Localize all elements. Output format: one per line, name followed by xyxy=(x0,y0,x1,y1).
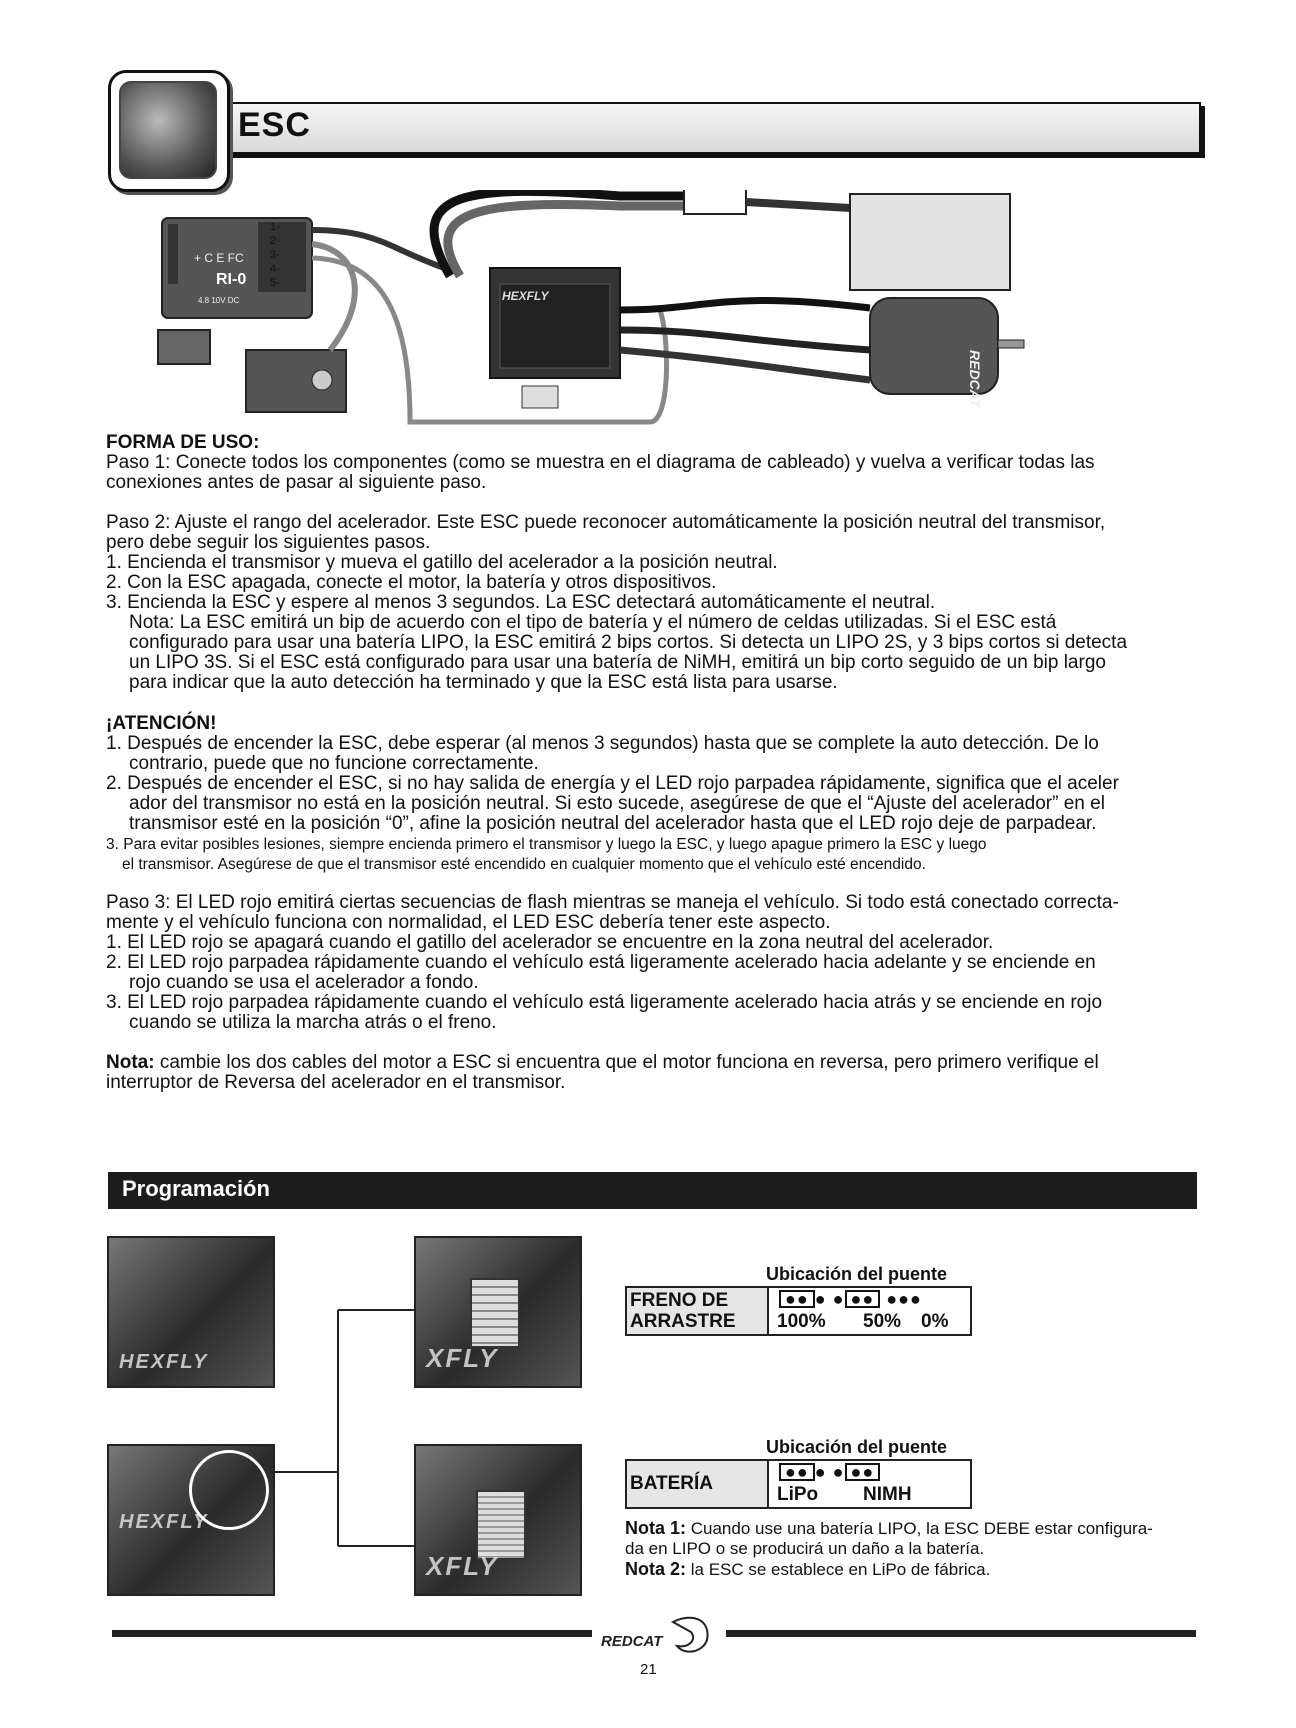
note1-label: Nota 1: xyxy=(625,1518,687,1538)
note-paragraph xyxy=(106,1053,1099,1073)
attention-line: 2. Después de encender el ESC, si no hay salida de energía y el LED rojo parpadea rápidamente, significa que el aceler xyxy=(106,773,1119,794)
jumper-photo-label: XFLY xyxy=(426,1343,499,1373)
drag-brake-table xyxy=(625,1286,972,1336)
esc-brand: HEXFLY xyxy=(502,289,549,303)
usage-line: para indicar que la auto detección ha terminado y que la ESC está lista para usarse. xyxy=(129,672,838,693)
note-line: interruptor de Reversa del acelerador en el transmisor. xyxy=(106,1072,566,1093)
note1-text-2: da en LIPO o se producirá un daño a la batería. xyxy=(625,1539,985,1558)
battery-label: BATERÍA xyxy=(630,1473,714,1494)
receiver-marks: + C E FC xyxy=(194,251,244,265)
attention-heading: ¡ATENCIÓN! xyxy=(106,713,217,734)
receiver-voltage: 4.8 10V DC xyxy=(198,296,240,305)
usage-heading: FORMA DE USO: xyxy=(106,432,260,453)
esc-thumbnail-icon xyxy=(108,70,230,192)
usage-line: conexiones antes de pasar al siguiente paso. xyxy=(106,472,487,493)
esc-photo-top xyxy=(107,1236,275,1388)
motor xyxy=(870,298,1024,409)
usage-line: Nota: La ESC emitirá un bip de acuerdo con el tipo de batería y el número de celdas utilizadas. Si el ESC está xyxy=(129,612,1057,633)
esc-unit xyxy=(490,268,620,408)
motor-brand: REDCAT xyxy=(967,350,983,408)
page-number: 21 xyxy=(640,1661,657,1678)
usage-line: Paso 1: Conecte todos los componentes (como se muestra en el diagrama de cableado) y vuelva a verificar todas las xyxy=(106,452,1095,473)
note-label: Nota: xyxy=(106,1052,155,1073)
footer-rule-right xyxy=(726,1630,1196,1637)
usage-line: Paso 2: Ajuste el rango del acelerador. Este ESC puede reconocer automáticamente la posición neutral del transmisor, xyxy=(106,512,1106,533)
attention-line: el transmisor. Asegúrese de que el transmisor esté encendido en cualquier momento que el vehículo esté encendido. xyxy=(122,856,926,873)
attention-line: 1. Después de encender la ESC, debe esperar (al menos 3 segundos) hasta que se complete la auto detección. De lo xyxy=(106,733,1099,754)
jumper-pins-battery: ●● ● ● ●● xyxy=(779,1462,880,1483)
battery-value-nimh: NIMH xyxy=(863,1484,912,1505)
step3-line: mente y el vehículo funciona con normalidad, el LED ESC debería tener este aspecto. xyxy=(106,912,831,933)
attention-line: contrario, puede que no funcione correctamente. xyxy=(129,753,539,774)
receiver-label: RI-0 xyxy=(216,271,247,288)
channel-2: 2- xyxy=(270,235,280,247)
usage-line: un LIPO 3S. Si el ESC está configurado para usar una batería de NiMH, emitirá un bip corto seguido de un bip largo xyxy=(129,652,1106,673)
channel-5: 5- xyxy=(270,277,280,289)
step3-line: 3. El LED rojo parpadea rápidamente cuando el vehículo está ligeramente acelerado hacia atrás y se enciende en rojo xyxy=(106,992,1103,1013)
jumper-caption: Ubicación del puente xyxy=(766,1264,948,1284)
step3-line: 1. El LED rojo se apagará cuando el gatillo del acelerador se encuentre en la zona neutral del acelerador. xyxy=(106,932,994,953)
wiring-diagram xyxy=(150,190,1070,430)
note2-text: la ESC se establece en LiPo de fábrica. xyxy=(686,1560,991,1579)
section-header-bar xyxy=(222,102,1201,154)
footer-rule-left xyxy=(112,1630,592,1637)
channel-1: 1- xyxy=(270,221,280,233)
brake-value-0: 0% xyxy=(921,1311,949,1332)
step3-line: cuando se utiliza la marcha atrás o el freno. xyxy=(129,1012,497,1033)
drag-brake-label: FRENO DE xyxy=(630,1290,729,1311)
note-text: cambie los dos cables del motor a ESC si encuentra que el motor funciona en reversa, pero primero verifique el xyxy=(154,1052,1099,1073)
esc-photo-label: HEXFLY xyxy=(119,1511,209,1533)
logo-text: REDCAT xyxy=(601,1633,663,1650)
jumper-photo-label: XFLY xyxy=(426,1551,499,1581)
battery-value-lipo: LiPo xyxy=(777,1484,819,1505)
esc-photo-bottom xyxy=(107,1444,275,1596)
attention-line: ador del transmisor no está en la posición neutral. Si esto sucede, asegúrese de que el “Ajuste del acelerador” en el xyxy=(129,793,1105,814)
drag-brake-label: ARRASTRE xyxy=(630,1311,736,1332)
step3-line: rojo cuando se usa el acelerador a fondo. xyxy=(129,972,479,993)
usage-line: 2. Con la ESC apagada, conecte el motor, la batería y otros dispositivos. xyxy=(106,572,717,593)
note2-label: Nota 2: xyxy=(625,1559,687,1579)
channel-4: 4- xyxy=(270,263,280,275)
jumper-photo-brake xyxy=(414,1236,582,1388)
programming-title: Programación xyxy=(122,1176,270,1201)
jumper-caption: Ubicación del puente xyxy=(766,1437,948,1457)
note1 xyxy=(625,1518,1153,1580)
attention-line: transmisor esté en la posición “0”, afine la posición neutral del acelerador hasta que el LED rojo deje de parpadear. xyxy=(129,813,1097,834)
usage-line: 3. Encienda la ESC y espere al menos 3 segundos. La ESC detectará automáticamente el neutral. xyxy=(106,592,936,613)
step3-line: 2. El LED rojo parpadea rápidamente cuando el vehículo está ligeramente acelerado hacia adelante y se enciende en xyxy=(106,952,1096,973)
usage-line: configurado para usar una batería LIPO, la ESC emitirá 2 bips cortos. Si detecta un LIPO 2S, y 3 bips cortos si detecta xyxy=(129,632,1128,653)
esc-photo-label: HEXFLY xyxy=(119,1351,209,1373)
programming-header-bar xyxy=(108,1172,1197,1209)
receiver xyxy=(162,218,312,318)
section-title: ESC xyxy=(238,106,311,144)
attention-line: 3. Para evitar posibles lesiones, siempre encienda primero el transmisor y luego la ESC, y luego apague primero la ESC y luego xyxy=(106,836,987,853)
step3-line: Paso 3: El LED rojo emitirá ciertas secuencias de flash mientras se maneja el vehículo. Si todo está conectado correcta- xyxy=(106,892,1119,913)
jumper-pins-brake: ●● ● ● ●● ●●● xyxy=(779,1289,922,1310)
connector-lines xyxy=(270,1300,420,1560)
usage-line: 1. Encienda el transmisor y mueva el gatillo del acelerador a la posición neutral. xyxy=(106,552,778,573)
small-servo xyxy=(158,330,210,364)
usage-line: pero debe seguir los siguientes pasos. xyxy=(106,532,431,553)
note1-text: Cuando use una batería LIPO, la ESC DEBE estar configura- xyxy=(686,1519,1153,1538)
battery-table xyxy=(625,1459,972,1509)
battery-pack xyxy=(850,194,1010,290)
redcat-logo xyxy=(595,1612,725,1658)
brake-value-50: 50% xyxy=(863,1311,902,1332)
brake-value-100: 100% xyxy=(777,1311,826,1332)
channel-3: 3- xyxy=(270,249,280,261)
jumper-photo-battery xyxy=(414,1444,582,1596)
